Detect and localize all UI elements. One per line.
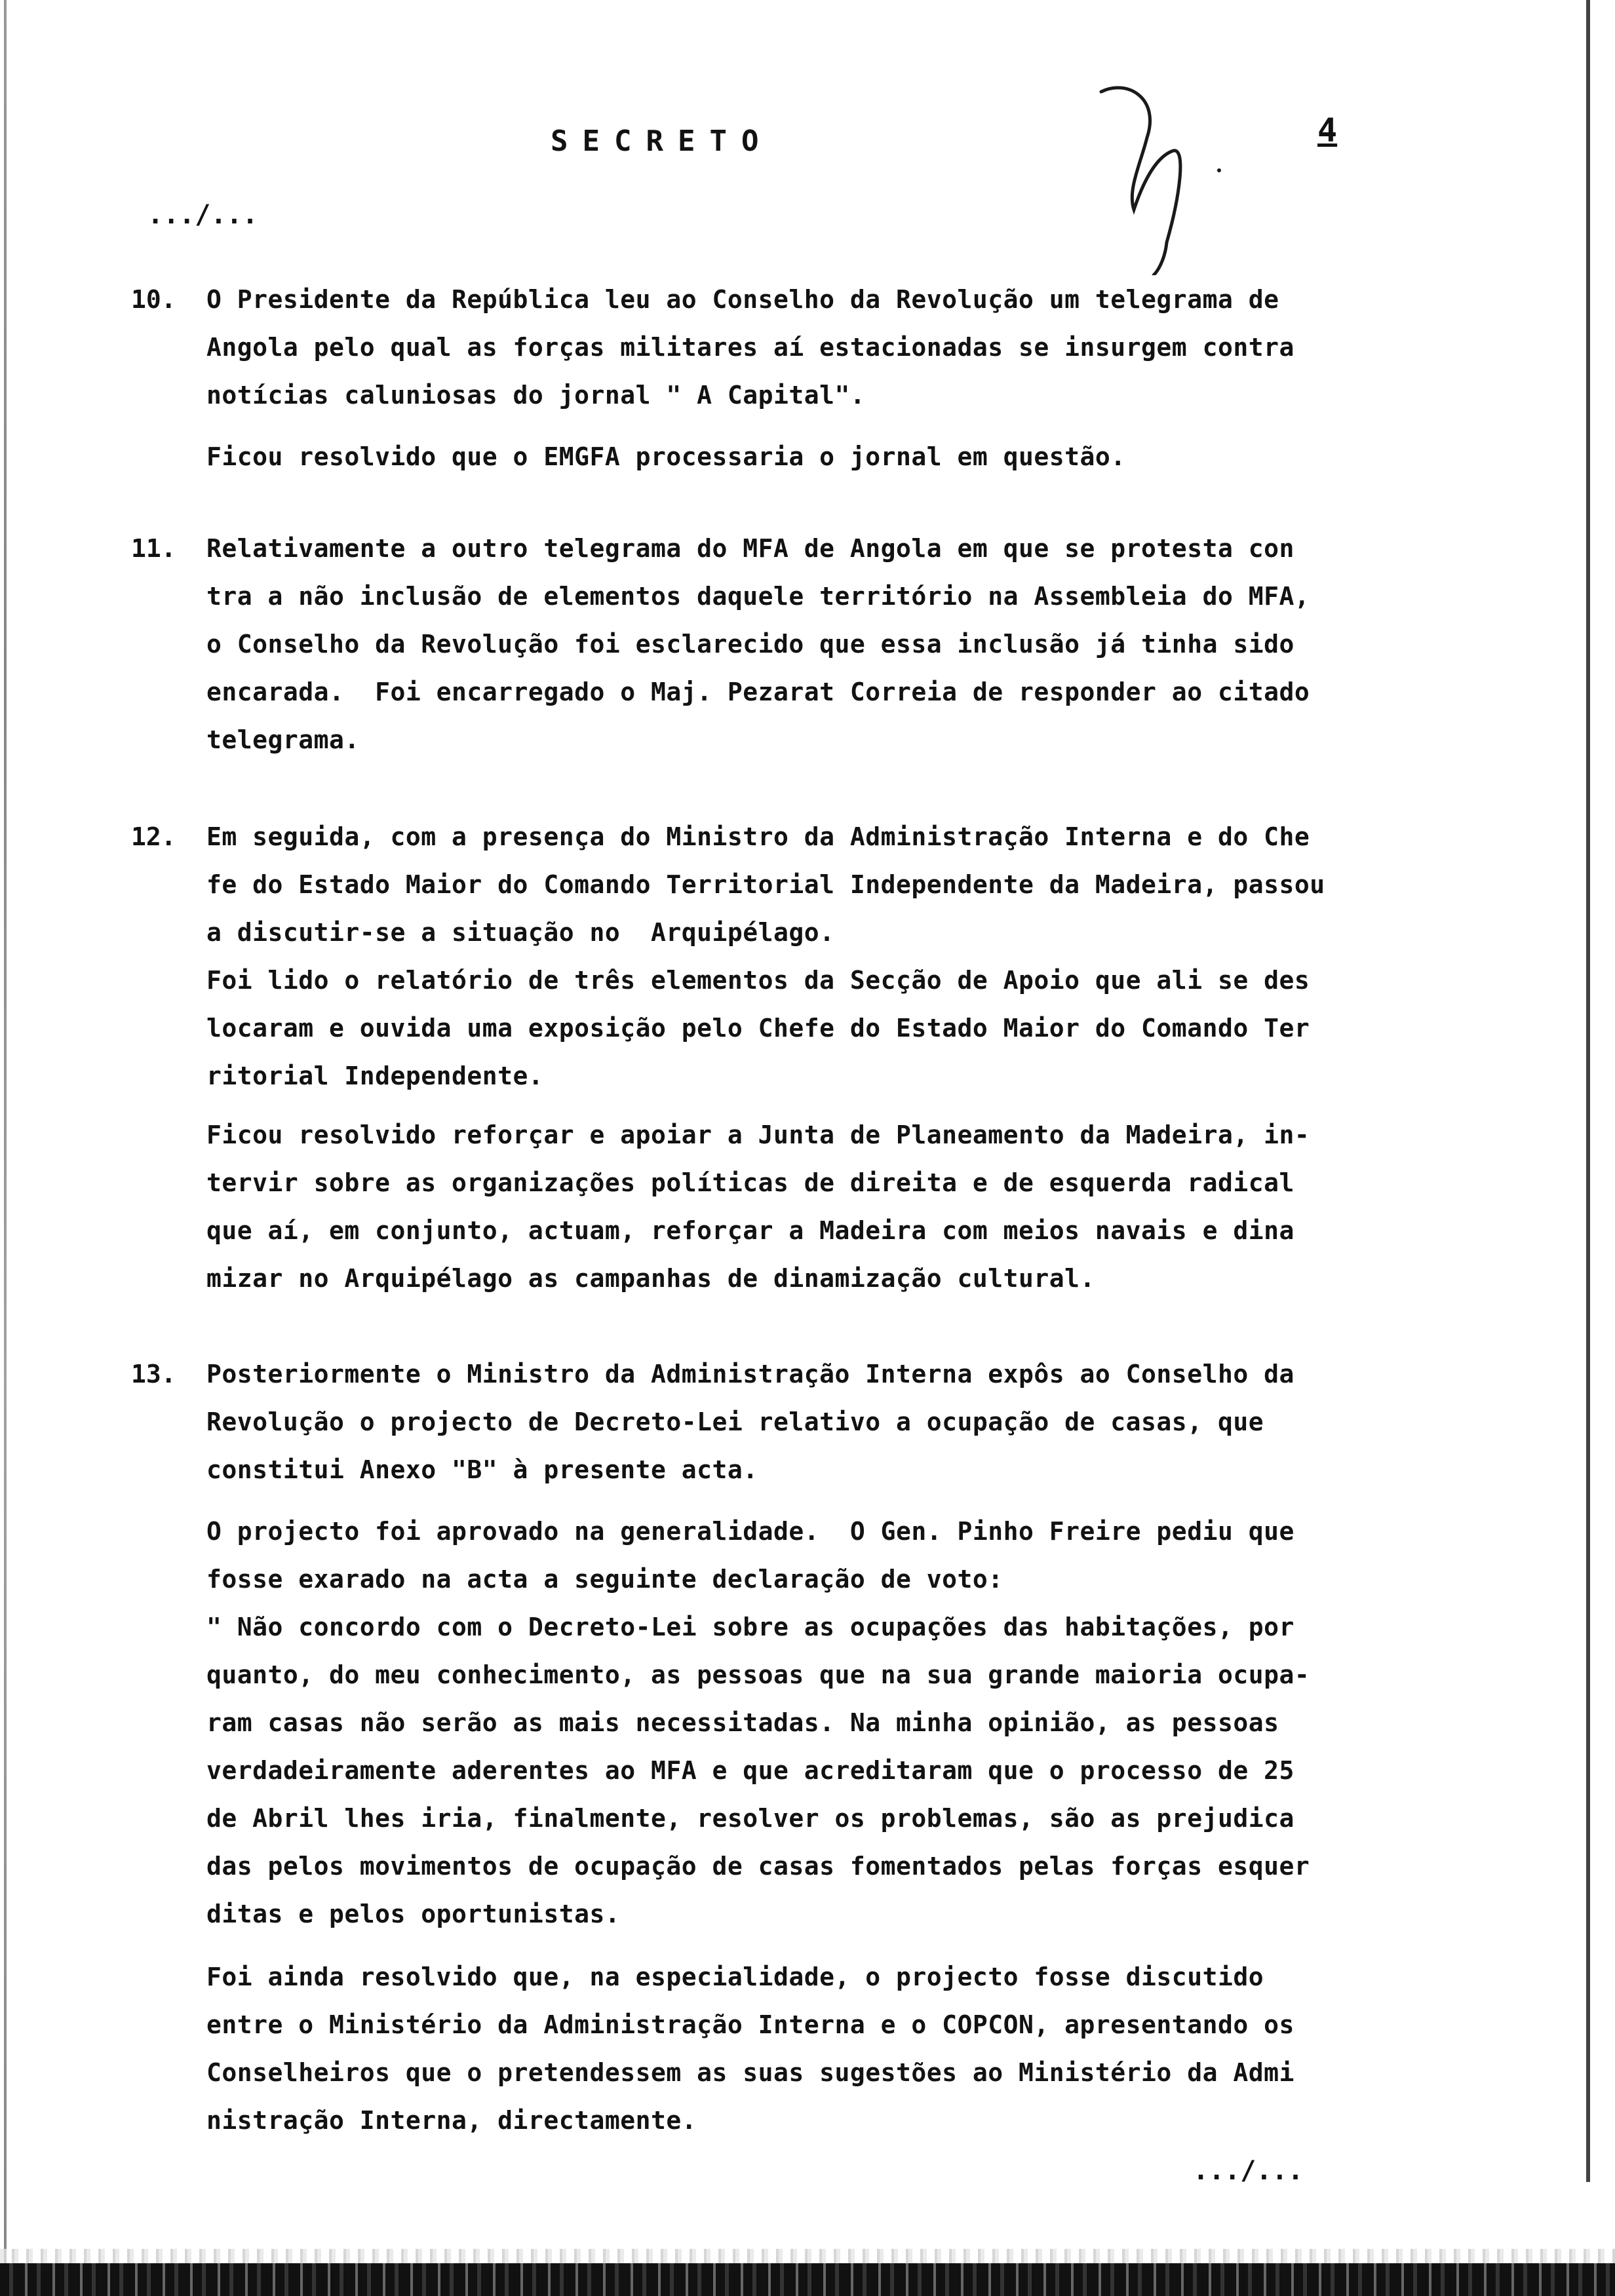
paragraph-line: notícias caluniosas do jornal " A Capital". [206, 381, 866, 410]
paragraph-line: encarada. Foi encarregado o Maj. Pezarat Correia de responder ao citado [206, 678, 1310, 706]
paragraph-line: locaram e ouvida uma exposição pelo Chefe do Estado Maior do Comando Ter [206, 1014, 1310, 1043]
paragraph-line: constitui Anexo "B" à presente acta. [206, 1455, 758, 1484]
paragraph-line: fe do Estado Maior do Comando Territorial Independente da Madeira, passou [206, 870, 1325, 899]
page-number: 4 [1317, 111, 1338, 149]
paragraph-line: O projecto foi aprovado na generalidade. O Gen. Pinho Freire pediu que [206, 1517, 1294, 1546]
classification-header: SECRETO [551, 124, 773, 158]
paragraph-line: ritorial Independente. [206, 1062, 544, 1090]
paragraph-line: telegrama. [206, 725, 360, 754]
paragraph-line: Foi lido o relatório de três elementos da Secção de Apoio que ali se des [206, 966, 1310, 995]
paragraph-line: mizar no Arquipélago as campanhas de dinamização cultural. [206, 1264, 1095, 1293]
paragraph-line: que aí, em conjunto, actuam, reforçar a Madeira com meios navais e dina [206, 1216, 1294, 1245]
paragraph-line: tra a não inclusão de elementos daquele território na Assembleia do MFA, [206, 582, 1310, 611]
paragraph-line: de Abril lhes iria, finalmente, resolver os problemas, são as prejudica [206, 1804, 1294, 1833]
paragraph-line: entre o Ministério da Administração Interna e o COPCON, apresentando os [206, 2010, 1294, 2039]
paragraph-line: Foi ainda resolvido que, na especialidade, o projecto fosse discutido [206, 1962, 1264, 1991]
paragraph-line: Posteriormente o Ministro da Administração Interna expôs ao Conselho da [206, 1360, 1294, 1388]
paragraph-line: Revolução o projecto de Decreto-Lei relativo a ocupação de casas, que [206, 1407, 1264, 1436]
paragraph-line: fosse exarado na acta a seguinte declaração de voto: [206, 1565, 1003, 1594]
paragraph-line: Angola pelo qual as forças militares aí estacionadas se insurgem contra [206, 333, 1294, 362]
paragraph-line: Conselheiros que o pretendessem as suas sugestões ao Ministério da Admi [206, 2058, 1294, 2087]
paragraph-line: ram casas não serão as mais necessitadas. Na minha opinião, as pessoas [206, 1708, 1279, 1737]
paragraph-line: o Conselho da Revolução foi esclarecido que essa inclusão já tinha sido [206, 630, 1294, 659]
paragraph-line: a discutir-se a situação no Arquipélago. [206, 918, 835, 947]
paragraph-line: verdadeiramente aderentes ao MFA e que acreditaram que o processo de 25 [206, 1756, 1294, 1785]
paragraph-line: Ficou resolvido reforçar e apoiar a Junta de Planeamento da Madeira, in- [206, 1120, 1310, 1149]
continued-marker-bottom: .../... [1193, 2156, 1304, 2186]
paragraph-line: Relativamente a outro telegrama do MFA de Angola em que se protesta con [206, 534, 1294, 563]
paragraph-line: O Presidente da República leu ao Conselho da Revolução um telegrama de [206, 285, 1279, 314]
scan-bottom-artifact-light [0, 2249, 1615, 2263]
handwritten-signature [1088, 79, 1239, 275]
paragraph-line: " Não concordo com o Decreto-Lei sobre as ocupações das habitações, por [206, 1613, 1294, 1641]
paragraph-line: ditas e pelos oportunistas. [206, 1900, 621, 1928]
paragraph-number: 11. [131, 534, 176, 563]
paragraph-number: 10. [131, 285, 176, 314]
paragraph-number: 13. [131, 1360, 176, 1388]
scan-edge-right [1586, 0, 1590, 2182]
scan-edge-left [4, 0, 7, 2296]
paragraph-line: Em seguida, com a presença do Ministro da Administração Interna e do Che [206, 822, 1310, 851]
scan-bottom-artifact [0, 2263, 1615, 2296]
paragraph-line: nistração Interna, directamente. [206, 2106, 697, 2135]
paragraph-line: das pelos movimentos de ocupação de casas fomentados pelas forças esquer [206, 1852, 1310, 1881]
paragraph-line: quanto, do meu conhecimento, as pessoas que na sua grande maioria ocupa- [206, 1660, 1310, 1689]
continued-marker-top: .../... [147, 200, 258, 230]
paragraph-number: 12. [131, 822, 176, 851]
paragraph-line: Ficou resolvido que o EMGFA processaria o jornal em questão. [206, 442, 1126, 471]
paragraph-line: tervir sobre as organizações políticas de direita e de esquerda radical [206, 1168, 1294, 1197]
